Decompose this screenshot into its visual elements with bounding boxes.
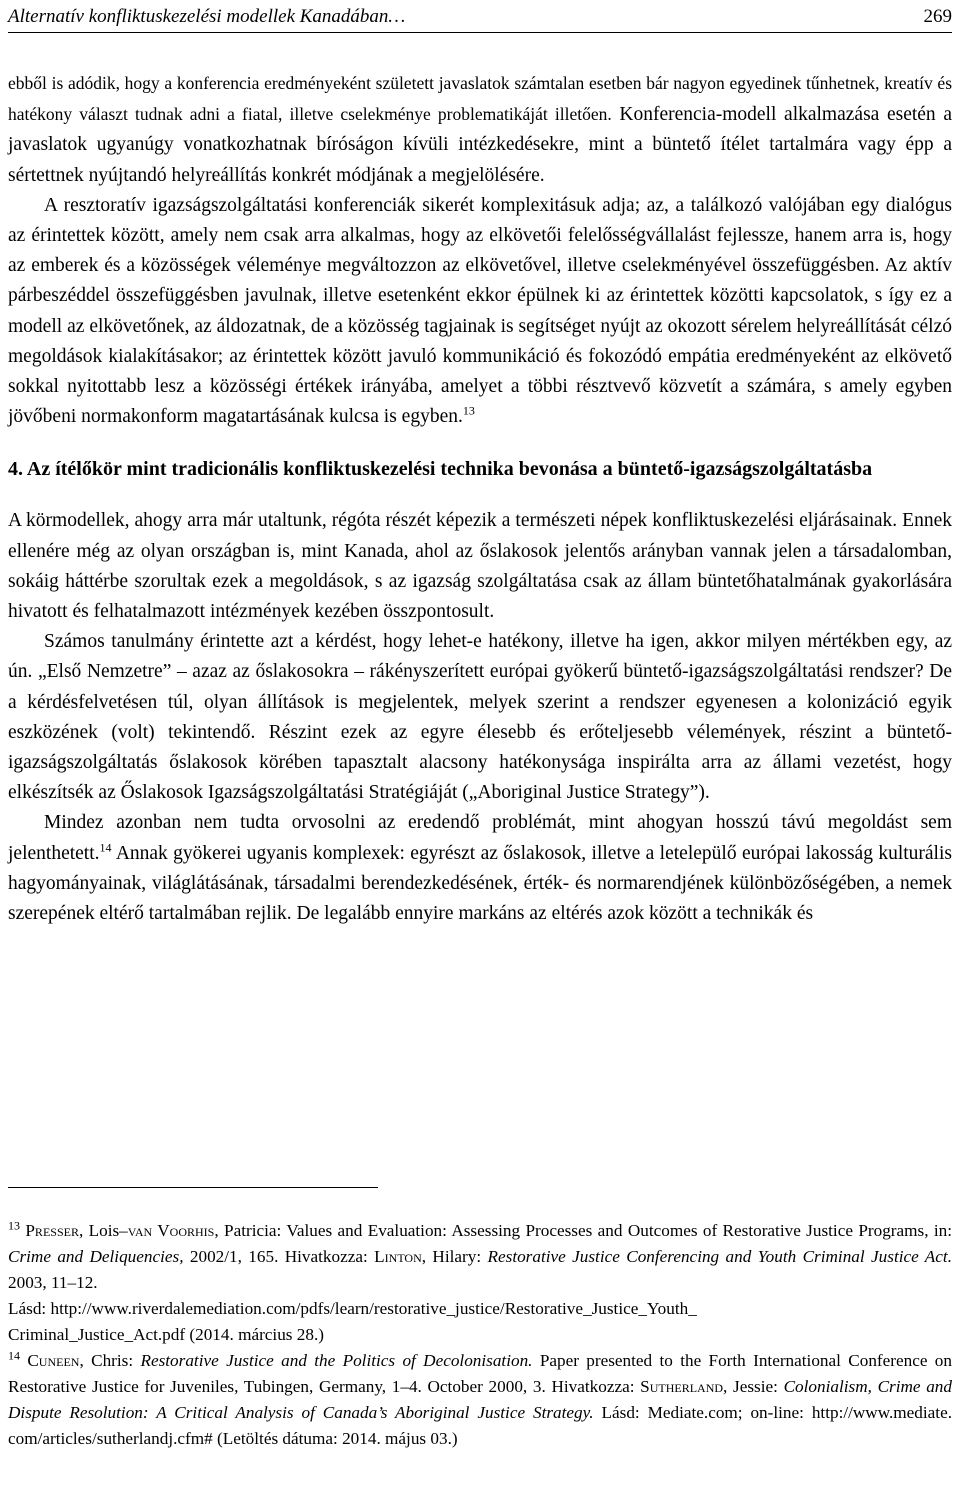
- footnote-13: [8, 1218, 952, 1348]
- fn13-journal: Crime and Deliquencies,: [8, 1247, 184, 1266]
- p1-line-1: ebből is adódik, hogy a konferencia eredményeként született javaslatok számtalan esetben: [8, 73, 642, 93]
- footnote-14: [8, 1348, 952, 1452]
- running-title: Alternatív konfliktuskezelési modellek Kanadában…: [8, 6, 406, 27]
- p1-rest: Konferencia-modell alkalmazása esetén a javaslatok ugyanúgy vonatkozhatnak bíróságon kívüli intézkedésekre, mint a büntető ítélet tartalmára vagy épp a sértettnek nyújtandó helyreállítás konkrét módjának a megjelölésére.: [8, 104, 952, 186]
- fn13-link-line-1[interactable]: Lásd: http://www.riverdalemediation.com/pdfs/learn/restorative_justice/Restorative_Justice_Youth_: [8, 1299, 697, 1318]
- fn13-author-1: Presser: [25, 1221, 79, 1240]
- paragraph-3: A körmodellek, ahogy arra már utaltunk, régóta részét képezik a természeti népek konfliktuskezelési eljárásainak. Ennek ellenére még az olyan országban is, mint Kanada, ahol az őslakosok jelentős arányban vannak jelen a társadalomban, sokáig háttérbe szorultak ezek a megoldások, s az igazság szolgáltatása csak az állam büntetőhatalmának gyakorlására hivatott és felhatalmazott intézmények kezében összpontosult.: [8, 510, 952, 623]
- footnotes: [8, 1218, 952, 1452]
- fn14-title-2: Colonialism, Crime and Dispute Resolution: A Critical Analysis of Canada’s Aboriginal Justice Strategy.: [8, 1377, 952, 1422]
- footnote-13-number: 13: [8, 1218, 20, 1233]
- fn14-link-line-2[interactable]: com/articles/sutherlandj.cfm# (Letöltés dátuma: 2014. május 03.): [8, 1429, 458, 1448]
- fn13-title: Restorative Justice Conferencing and Youth Criminal Justice Act.: [487, 1247, 953, 1266]
- fn14-author-1: Cuneen: [27, 1351, 80, 1370]
- fn13-text-5: 2003, 11–12.: [8, 1273, 98, 1292]
- running-header: [8, 0, 952, 33]
- fn14-text-4[interactable]: Lásd: Mediate.com; on-line: http://www.mediate.: [593, 1403, 953, 1422]
- p2-text: A resztoratív igazságszolgáltatási konferenciák sikerét komplexitásuk adja; az, a találkozó valójában egy dialógus az érintettek között, amely nem csak arra alkalmas, hogy az elkövetői felelősségvállalást fejlessze, hanem arra is, hogy az emberek és a közösségek véleménye megváltozzon az elkövetővel, illetve cselekményével összefüggésben. Az aktív párbeszéddel összefüggésben javulnak, illetve esetenként ekkor épülnek ki az érintettek közötti kapcsolatok, s így ez a modell az elkövetőnek, az áldozatnak, de a közösség tagjainak is segítséget nyújt az okozott sérelem helyreállítását célzó megoldások kialakításakor; az érintettek között javuló kommunikáció és fokozódó empátia eredményeként az elkövető sokkal nyitottabb lesz a közösségi értékek irányába, amelyet a többi résztvevő közvetít a számára, s amely egyben jövőbeni normakonform magatartásának kulcsa is egyben.: [8, 194, 952, 428]
- fn13-text-1: , Lois–: [78, 1221, 128, 1240]
- fn13-text-4: , Hilary:: [421, 1247, 488, 1266]
- paragraph-4: Számos tanulmány érintette azt a kérdést, hogy lehet-e hatékony, illetve ha igen, akkor milyen mértékben egy, az ún. „Első Nemzetre” – azaz az őslakosokra – rákényszerített európai gyökerű büntető-igazságszolgáltatási rendszer? De a kérdésfelvetésen túl, olyan állítások is megjelentek, melyek szerint a rendszer egyenesen a kolonizáció egyik eszközének (volt) tekintendő. Részint ezek az egyre élesebb és erőteljesebb vélemények, részint a büntető-igazságszolgáltatás őslakosok körében tapasztalt alacsony hatékonysága inspirálta arra az állami vezetést, hogy elkészítsék az Őslakosok Igazságszolgáltatási Stratégiáját („Aboriginal Justice Strategy”).: [8, 631, 952, 804]
- fn14-author-2: Sutherland: [640, 1377, 724, 1396]
- main-text: [8, 68, 952, 929]
- footnote-ref-14: 14: [99, 840, 112, 855]
- fn13-author-3: Linton: [374, 1247, 422, 1266]
- fn14-title-1: Restorative Justice and the Politics of Decolonisation.: [140, 1351, 533, 1370]
- fn13-author-2: van Voorhis: [127, 1221, 215, 1240]
- fn14-text-3: , Jessie:: [723, 1377, 784, 1396]
- p1-line-2: bár nagyon egyedinek tűnhetnek, kreatív és hatékony választ tudnak adni a fiatal, illetve: [8, 73, 953, 125]
- fn13-link-line-2[interactable]: Criminal_Justice_Act.pdf (2014. március 28.): [8, 1325, 324, 1344]
- fn13-text-2: , Patricia: Values and Evaluation: Assessing Processes and Outcomes of Restorative Justice Programs, in:: [214, 1221, 953, 1240]
- section-heading: 4. Az ítélőkör mint tradicionális konfliktuskezelési technika bevonása a büntető-igazságszolgáltatásba: [8, 458, 873, 481]
- p5-text-b: Annak gyökerei ugyanis komplexek: egyrészt az őslakosok, illetve a letelepülő európai lakosság kulturális hagyományainak, világlátásának, társadalmi berendezkedésének, érték- és normarendjének különbözőségében, a nemek szerepének eltérő tartalmában rejlik. De legalább ennyire markáns az eltérés azok között a technikák és: [8, 842, 952, 925]
- fn13-text-3: 2002/1, 165. Hivatkozza:: [183, 1247, 375, 1266]
- p1-line-3: cselekménye problematikáját illetően.: [340, 104, 612, 125]
- fn14-text-1: , Chris:: [79, 1351, 141, 1370]
- paragraph-2: [8, 191, 952, 433]
- footnote-ref-13: 13: [462, 403, 475, 418]
- footnote-14-number: 14: [8, 1348, 20, 1363]
- fn14-text-2: Paper presented to the Forth International Conference on Restorative Justice for Juveniles, Tubingen, Germany, 1–4. October 2000, 3. Hivatkozza:: [8, 1351, 952, 1396]
- paragraph-1: [8, 68, 952, 191]
- p5-text-a: Mindez azonban nem tudta orvosolni az eredendő problémát, mint ahogyan hosszú távú megoldást sem jelenthetett.: [8, 812, 952, 864]
- paragraph-5: [8, 808, 952, 929]
- page-number: 269: [923, 6, 952, 27]
- footnote-separator: [8, 1187, 378, 1188]
